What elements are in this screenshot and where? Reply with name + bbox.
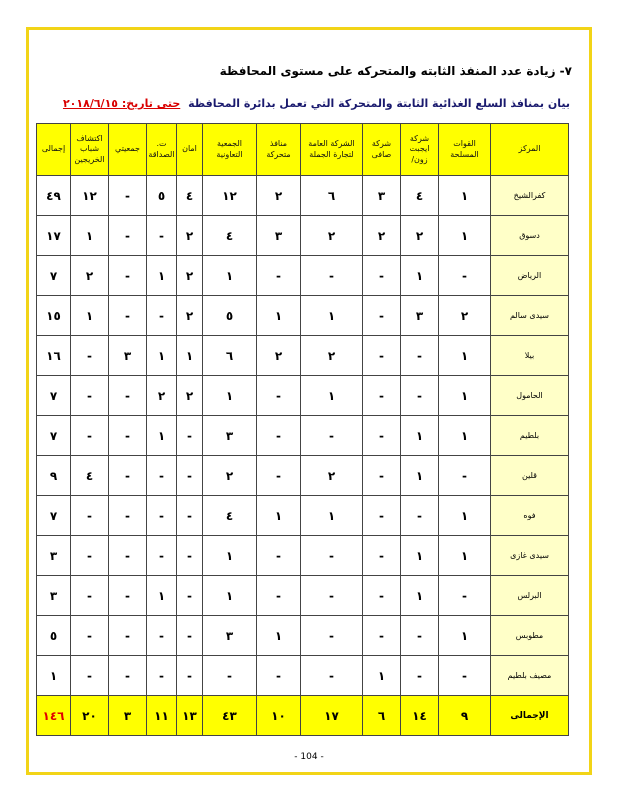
count-cell: - [401,616,439,656]
row-total-cell: ١ [37,656,71,696]
count-cell: ٦ [301,176,363,216]
count-cell: ٩ [439,696,491,736]
count-cell: - [147,656,177,696]
count-cell: ٢٠ [71,696,109,736]
count-cell: ٢ [177,256,203,296]
count-cell: - [257,456,301,496]
count-cell: ١ [177,336,203,376]
count-cell: ٢ [203,456,257,496]
count-cell: - [363,576,401,616]
count-cell: ١ [147,576,177,616]
count-cell: ٢ [71,256,109,296]
row-total-cell: ٤٩ [37,176,71,216]
column-header: اكتشاف شباب الخريجين [71,124,109,176]
count-cell: ٣ [401,296,439,336]
count-cell: - [257,536,301,576]
count-cell: - [439,656,491,696]
count-cell: ٣ [109,336,147,376]
count-cell: ٢ [257,336,301,376]
count-cell: ٦ [363,696,401,736]
count-cell: ١ [401,416,439,456]
count-cell: - [257,416,301,456]
count-cell: ٤ [203,216,257,256]
count-cell: ٦ [203,336,257,376]
count-cell: ٢ [439,296,491,336]
count-cell: - [363,336,401,376]
count-cell: ١ [439,216,491,256]
count-cell: ١ [301,496,363,536]
count-cell: ٢ [301,216,363,256]
row-total-cell: ٧ [37,416,71,456]
count-cell: ٥ [203,296,257,336]
column-header: ت. الصداقة [147,124,177,176]
count-cell: ١ [147,416,177,456]
district-name: الإجمالى [491,696,569,736]
table-row [37,376,569,416]
count-cell: ٤ [177,176,203,216]
count-cell: - [71,536,109,576]
count-cell: - [71,616,109,656]
count-cell: ٢ [363,216,401,256]
count-cell: - [257,376,301,416]
count-cell: - [301,256,363,296]
count-cell: ٤ [401,176,439,216]
column-header: امان [177,124,203,176]
count-cell: - [301,536,363,576]
column-header: الشركة العامة لتجارة الجملة [301,124,363,176]
count-cell: - [363,616,401,656]
count-cell: - [363,456,401,496]
count-cell: ١ [439,536,491,576]
row-total-cell: ١٧ [37,216,71,256]
count-cell: ١ [203,536,257,576]
row-total-cell: ١٤٦ [37,696,71,736]
count-cell: - [71,416,109,456]
count-cell: - [363,296,401,336]
table-row [37,536,569,576]
count-cell: ٢ [177,296,203,336]
count-cell: - [363,496,401,536]
count-cell: ١ [203,576,257,616]
page-number: - 104 - [294,752,324,762]
count-cell: ٤ [71,456,109,496]
row-total-cell: ١٦ [37,336,71,376]
count-cell: - [401,656,439,696]
count-cell: ١ [301,376,363,416]
count-cell: ١٢ [203,176,257,216]
count-cell: - [109,256,147,296]
count-cell: ٣ [257,216,301,256]
count-cell: ١ [257,296,301,336]
count-cell: - [71,376,109,416]
count-cell: ١ [147,336,177,376]
count-cell: - [363,536,401,576]
count-cell: - [147,216,177,256]
section-heading: ٧- زيادة عدد المنفذ الثابته والمتحركه على مستوى المحافظة [219,64,572,78]
count-cell: - [109,576,147,616]
header-row [37,124,569,176]
count-cell: - [109,656,147,696]
count-cell: - [109,296,147,336]
district-name: مصيف بلطيم [491,656,569,696]
column-header: إجمالى [37,124,71,176]
count-cell: ١٤ [401,696,439,736]
count-cell: ٢ [177,216,203,256]
count-cell: ١ [257,496,301,536]
table-row [37,656,569,696]
count-cell: - [109,456,147,496]
table-caption-text: بيان بمنافذ السلع الغذائية الثابتة والمتحركة التي تعمل بدائرة المحافظة [188,97,570,110]
count-cell: - [177,456,203,496]
outlets-table [36,123,569,736]
district-name: مطوبس [491,616,569,656]
count-cell: ٣ [109,696,147,736]
count-cell: - [177,616,203,656]
count-cell: ٢ [301,456,363,496]
count-cell: - [401,336,439,376]
count-cell: - [147,456,177,496]
total-row [37,696,569,736]
count-cell: - [109,496,147,536]
count-cell: ١ [301,296,363,336]
count-cell: - [439,456,491,496]
district-name: البرلس [491,576,569,616]
count-cell: ٢ [401,216,439,256]
count-cell: ١ [439,336,491,376]
count-cell: ١ [439,416,491,456]
count-cell: - [257,656,301,696]
table-row [37,256,569,296]
count-cell: ١ [363,656,401,696]
district-name: كفرالشيخ [491,176,569,216]
row-total-cell: ٥ [37,616,71,656]
count-cell: - [109,216,147,256]
table-row [37,216,569,256]
count-cell: - [177,496,203,536]
count-cell: ١ [71,296,109,336]
count-cell: ١ [439,376,491,416]
table-row [37,576,569,616]
count-cell: - [71,496,109,536]
table-row [37,296,569,336]
count-cell: - [71,656,109,696]
column-header: الجمعية التعاونية [203,124,257,176]
district-name: فوه [491,496,569,536]
row-total-cell: ٧ [37,496,71,536]
count-cell: - [177,656,203,696]
table-caption-date: حتى تاريخ: ٢٠١٨/٦/١٥ [62,97,181,110]
count-cell: ١ [203,376,257,416]
count-cell: - [439,256,491,296]
table-body [37,176,569,736]
count-cell: - [109,416,147,456]
count-cell: - [363,256,401,296]
district-name: دسوق [491,216,569,256]
count-cell: ٢ [177,376,203,416]
count-cell: ١ [147,256,177,296]
table-row [37,336,569,376]
row-total-cell: ٣ [37,536,71,576]
count-cell: - [177,536,203,576]
count-cell: - [301,416,363,456]
count-cell: ١ [257,616,301,656]
count-cell: - [363,416,401,456]
count-cell: ٤٣ [203,696,257,736]
row-total-cell: ٩ [37,456,71,496]
row-total-cell: ١٥ [37,296,71,336]
count-cell: ١ [401,456,439,496]
count-cell: - [301,616,363,656]
count-cell: - [147,616,177,656]
table-row [37,176,569,216]
count-cell: - [109,536,147,576]
district-name: سيدى سالم [491,296,569,336]
count-cell: - [401,496,439,536]
district-name: بلطيم [491,416,569,456]
table-row [37,416,569,456]
district-name: قلين [491,456,569,496]
table-row [37,496,569,536]
count-cell: - [147,296,177,336]
district-name: الحامول [491,376,569,416]
column-header: المركز [491,124,569,176]
count-cell: ٢ [257,176,301,216]
count-cell: - [109,616,147,656]
count-cell: - [363,376,401,416]
table-row [37,616,569,656]
row-total-cell: ٣ [37,576,71,616]
district-name: الرياض [491,256,569,296]
count-cell: - [257,576,301,616]
count-cell: - [203,656,257,696]
count-cell: ٣ [203,416,257,456]
count-cell: - [147,536,177,576]
count-cell: - [401,376,439,416]
count-cell: ٣ [363,176,401,216]
column-header: جمعيتي [109,124,147,176]
count-cell: ١٢ [71,176,109,216]
column-header: القوات المسلحة [439,124,491,176]
count-cell: ١ [439,496,491,536]
column-header: شركة صافى [363,124,401,176]
count-cell: ٢ [301,336,363,376]
count-cell: ٤ [203,496,257,536]
count-cell: - [109,376,147,416]
district-name: سيدى غازى [491,536,569,576]
count-cell: ١٠ [257,696,301,736]
count-cell: - [177,576,203,616]
count-cell: ١ [71,216,109,256]
count-cell: ١٧ [301,696,363,736]
count-cell: ١ [401,256,439,296]
row-total-cell: ٧ [37,376,71,416]
count-cell: ٣ [203,616,257,656]
count-cell: - [439,576,491,616]
count-cell: - [257,256,301,296]
row-total-cell: ٧ [37,256,71,296]
count-cell: - [301,576,363,616]
district-name: بيلا [491,336,569,376]
count-cell: ١ [439,176,491,216]
count-cell: - [301,656,363,696]
count-cell: - [147,496,177,536]
table-caption [63,97,570,110]
count-cell: - [177,416,203,456]
column-header: منافذ متحركة [257,124,301,176]
count-cell: - [71,336,109,376]
count-cell: ١١ [147,696,177,736]
count-cell: ٢ [147,376,177,416]
count-cell: ١ [401,576,439,616]
count-cell: ١ [439,616,491,656]
count-cell: ١ [203,256,257,296]
count-cell: ٥ [147,176,177,216]
count-cell: ١ [401,536,439,576]
count-cell: - [71,576,109,616]
count-cell: - [109,176,147,216]
count-cell: ١٣ [177,696,203,736]
column-header: شركة ايجبت زون/ [401,124,439,176]
table-row [37,456,569,496]
